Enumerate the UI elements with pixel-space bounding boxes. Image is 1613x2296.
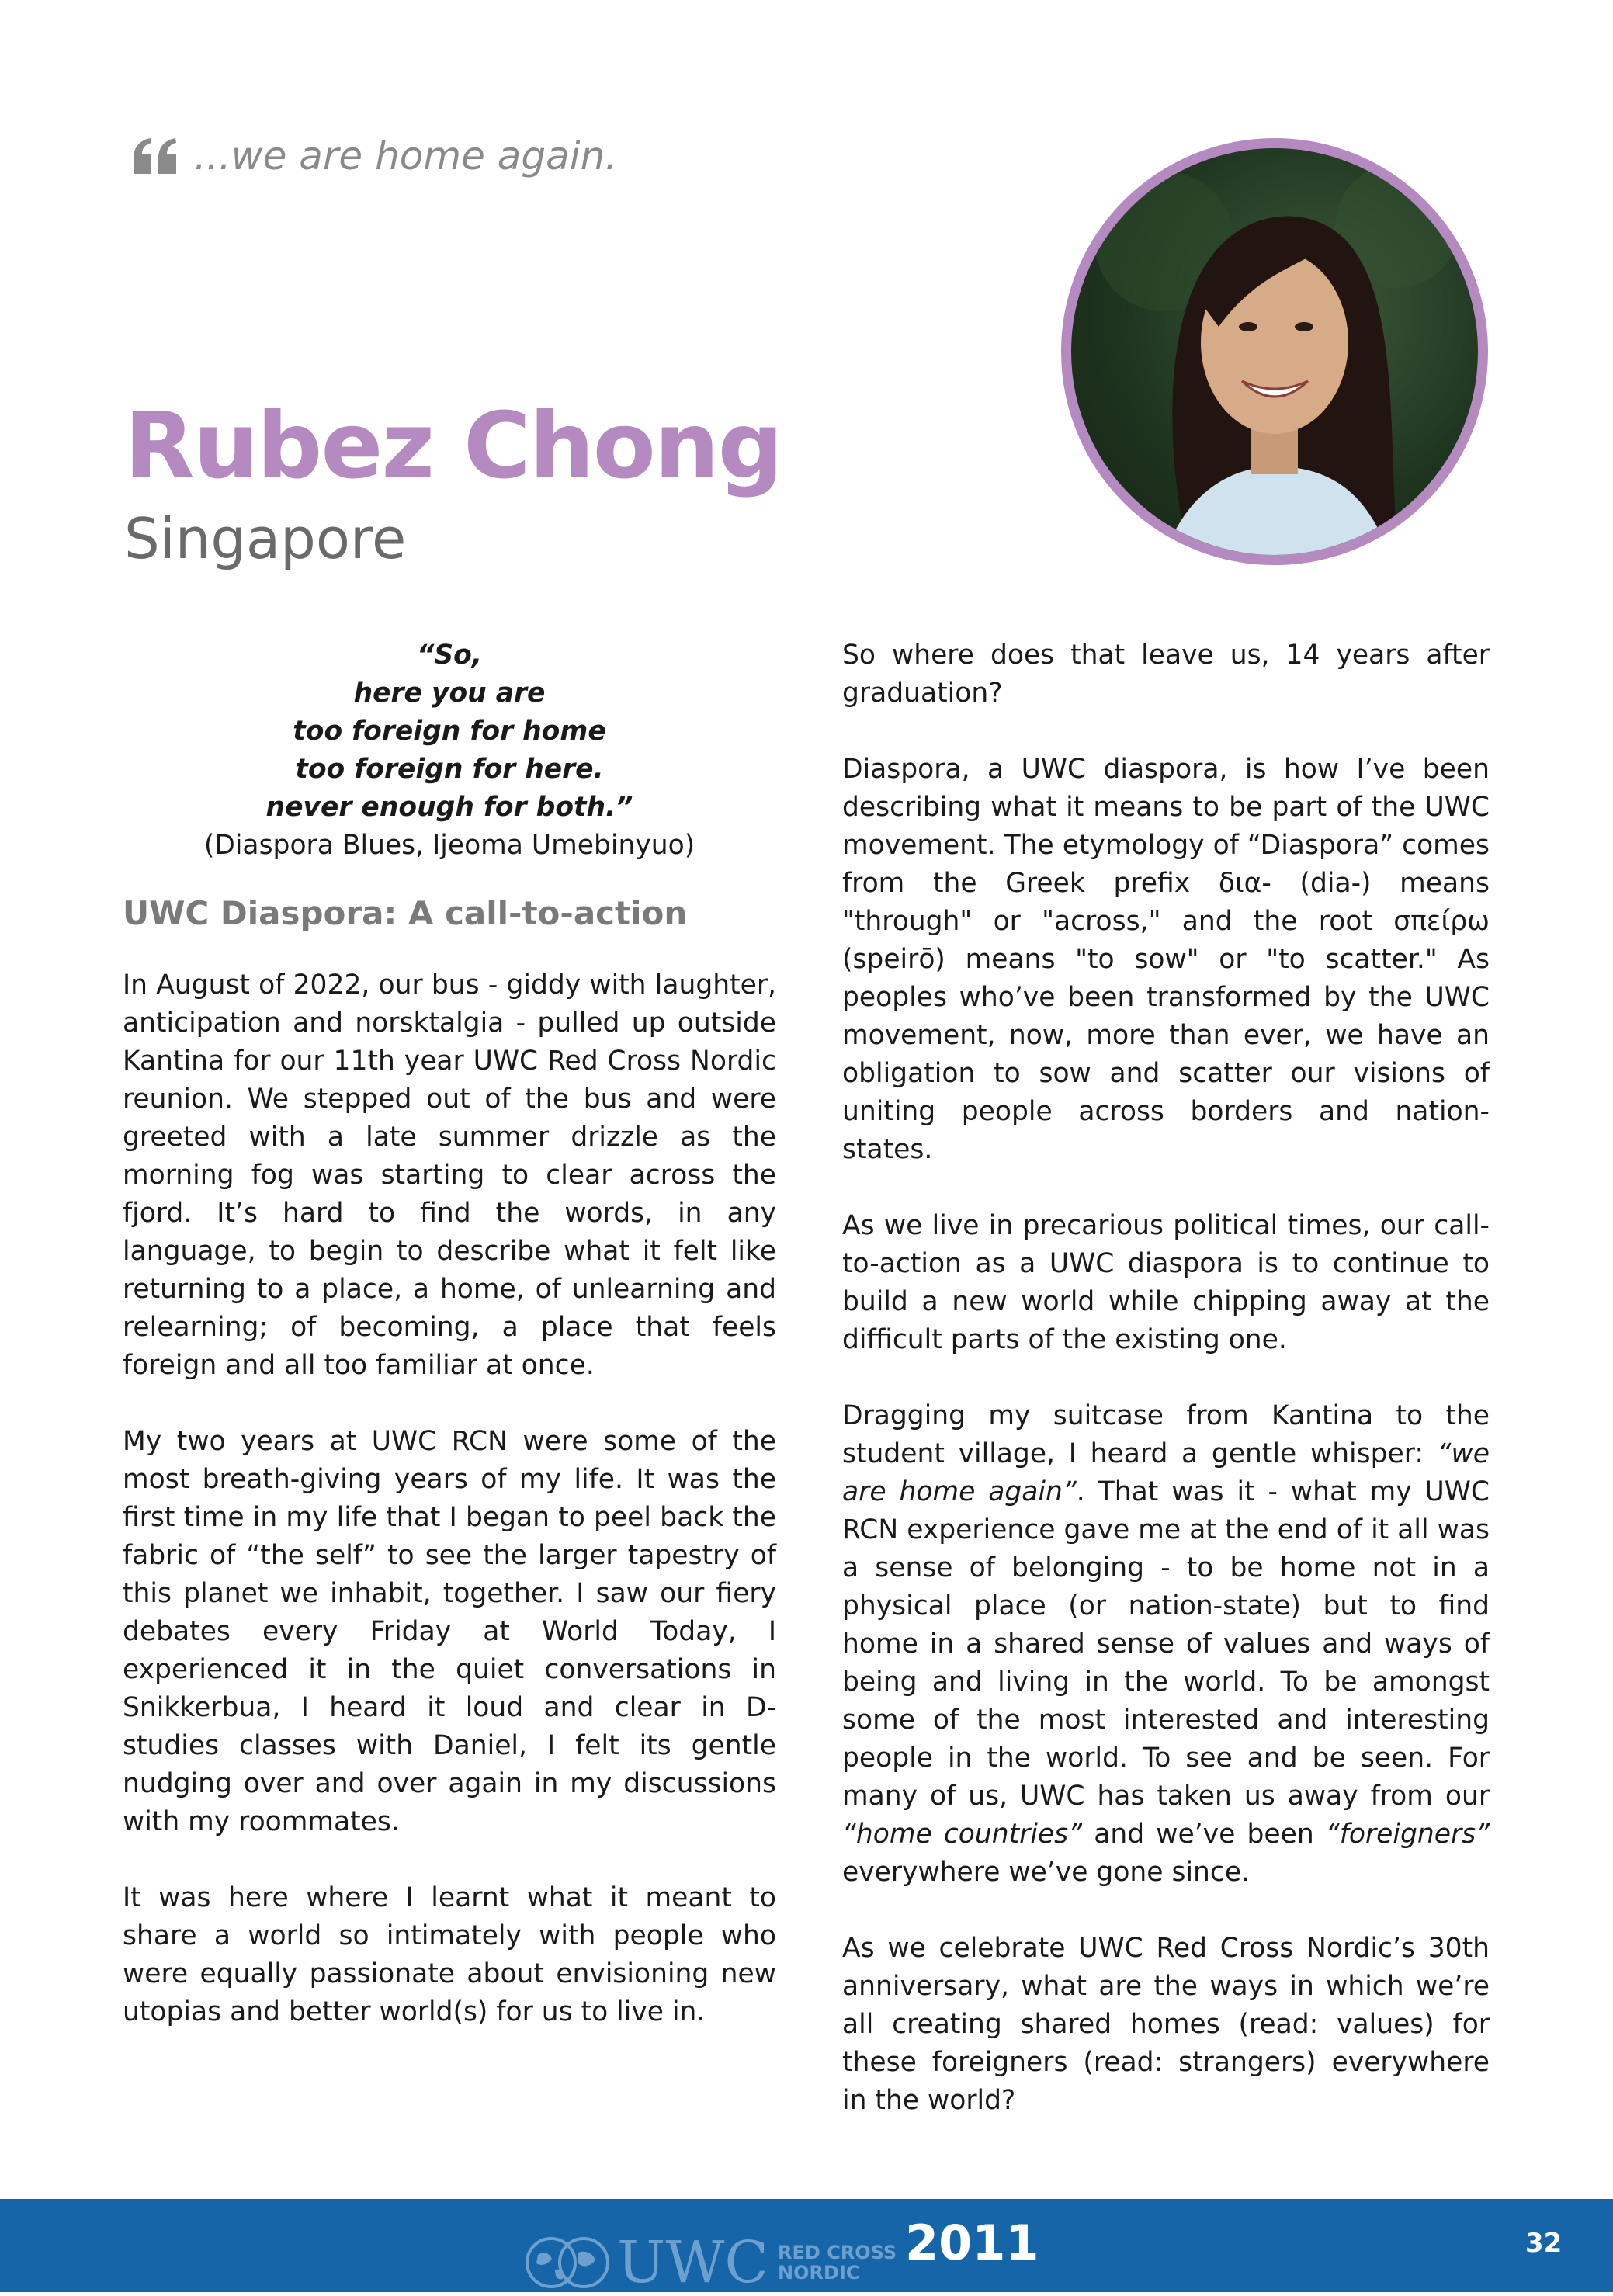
logo-subtitle <box>778 2242 897 2283</box>
left-column <box>123 636 776 2031</box>
portrait-illustration <box>1071 148 1478 555</box>
poem-line: “So, <box>417 640 482 671</box>
page-number: 32 <box>1525 2228 1563 2259</box>
body-paragraph: In August of 2022, our bus - giddy with laughter, anticipation and norsktalgia - pulled up outside Kantina for our 11th year UWC Red Cross Nordic reunion. We stepped out of the bus and were greeted with a late summer drizzle as the morning fog was starting to clear across the fjord. It’s hard to find the words, in any language, to begin to describe what it felt like returning to a place, a home, of unlearning and relearning; of becoming, a place that feels foreign and all too familiar at once. <box>123 969 776 1381</box>
poem <box>123 636 776 827</box>
pull-quote <box>130 134 617 179</box>
poem-attribution: (Diaspora Blues, Ijeoma Umebinyuo) <box>203 830 695 861</box>
poem-line: never enough for both.” <box>265 792 633 823</box>
right-column <box>842 636 1490 2120</box>
body-paragraph: So where does that leave us, 14 years after graduation? <box>842 640 1490 709</box>
emphasis-text: “we are home again” <box>842 1438 1490 1507</box>
body-paragraph: As we live in precarious political times, our call-to-action as a UWC diaspora is to continue to build a new world while chipping away at the difficult parts of the existing one. <box>842 1210 1490 1355</box>
profile-country: Singapore <box>124 506 407 571</box>
poem-line: here you are <box>353 678 546 709</box>
emphasis-text: “foreigners” <box>1325 1819 1490 1850</box>
body-paragraph <box>842 1397 1490 1892</box>
profile-photo <box>1061 138 1488 565</box>
body-paragraph: It was here where I learnt what it meant to share a world so intimately with people who were equally passionate about envisioning new utopias and better world(s) for us to live in. <box>123 1882 776 2027</box>
logo-subtitle-line: NORDIC <box>778 2262 860 2284</box>
quote-mark-icon <box>130 137 180 175</box>
poem-line: too foreign for here. <box>295 754 604 785</box>
uwc-logo <box>524 2229 897 2296</box>
logo-subtitle-line: RED CROSS <box>778 2242 897 2263</box>
globe-icon <box>524 2235 611 2290</box>
logo-wordmark: UWC <box>617 2229 769 2296</box>
body-text: everywhere we’ve gone since. <box>842 1857 1251 1888</box>
emphasis-text: “home countries” <box>842 1819 1083 1850</box>
poem-line: too foreign for home <box>293 716 606 747</box>
body-text: . That was it - what my UWC RCN experience gave me at the end of it all was a sense of belonging - to be home not in a physical place (or nation-state) but to find home in a shared sense of values and ways of being and living in the world. To be amongst some of the most interested and interesting people in the world. To see and be seen. For many of us, UWC has taken us away from our <box>842 1476 1490 1812</box>
profile-name: Rubez Chong <box>124 392 782 499</box>
body-text: Dragging my suitcase from Kantina to the student village, I heard a gentle whisper: <box>842 1400 1490 1469</box>
body-paragraph: My two years at UWC RCN were some of the most breath-giving years of my life. It was the first time in my life that I began to peel back the fabric of “the self” to see the larger tapestry of this planet we inhabit, together. I saw our fiery debates every Friday at World Today, I experienced it in the quiet conversations in Snikkerbua, I heard it loud and clear in D-studies classes with Daniel, I felt its gentle nudging over and over again in my discussions with my roommates. <box>123 1426 776 1837</box>
graduation-year: 2011 <box>905 2214 1039 2271</box>
body-paragraph: Diaspora, a UWC diaspora, is how I’ve been describing what it means to be part of the UWC movement. The etymology of “Diaspora” comes from the Greek prefix δια- (dia-) means "through" or "across," and the root σπείρω (speirō) means "to sow" or "to scatter." As peoples who’ve been transformed by the UWC movement, now, more than ever, we have an obligation to sow and scatter our visions of uniting people across borders and nation-states. <box>842 754 1490 1165</box>
section-heading: UWC Diaspora: A call-to-action <box>123 894 688 932</box>
body-paragraph: As we celebrate UWC Red Cross Nordic’s 30th anniversary, what are the ways in which we’re all creating shared homes (read: values) for these foreigners (read: strangers) everywhere in the world? <box>842 1933 1490 2116</box>
body-text: and we’ve been <box>1082 1819 1326 1850</box>
pull-quote-text: ...we are home again. <box>194 134 618 179</box>
